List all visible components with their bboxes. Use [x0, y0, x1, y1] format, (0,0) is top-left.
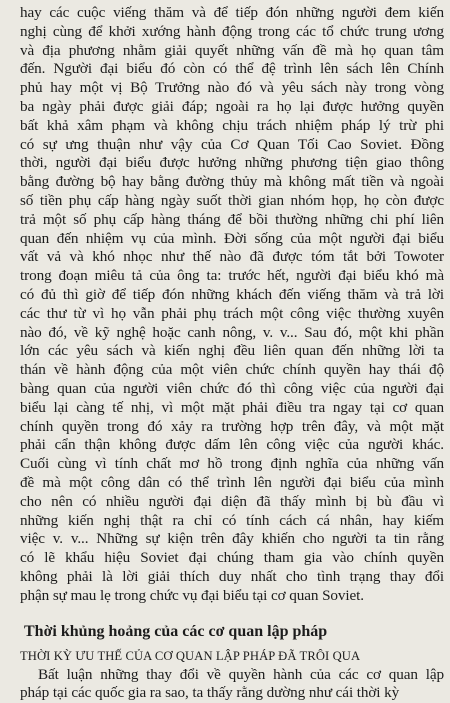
- text-line: vất vả và khó nhọc như thế nào đã được tóm tắt bởi Towoter: [20, 248, 444, 267]
- text-line: trong đoạn miêu tả của ông ta: trước hết, người đại biểu khó mà: [20, 267, 444, 286]
- text-line: pháp tại các quốc gia ra sao, ta thấy rằng dường như cái thời kỳ: [20, 684, 444, 703]
- paragraph-legislative-decline: [20, 666, 444, 703]
- text-line: không phải là lời giải thích duy nhất cho tình trạng thay đổi: [20, 568, 444, 587]
- paragraph-legislator-duties: [20, 4, 444, 606]
- text-line: số tiền phụ cấp hàng ngày suốt thời gian nhóm họp, họ còn được: [20, 192, 444, 211]
- text-line: thán về hành động của một viên chức chính quyền hay thái độ: [20, 361, 444, 380]
- text-line: nghị cùng để khởi xướng hành động trong các tổ chức trung ương: [20, 23, 444, 42]
- text-line: nào đó, về kỹ nghệ hoặc canh nông, v. v... Sau đó, một khi phần: [20, 324, 444, 343]
- text-line: đến. Người đại biểu đó còn có thể đệ trình lên sách lên Chính: [20, 60, 444, 79]
- text-line: cho nên có nhiều người đại diện đã thấy mình bị bù đầu vì: [20, 493, 444, 512]
- text-line: bằng đường bộ hay bằng đường thủy mà không mất tiền và ngoài: [20, 173, 444, 192]
- text-line: Bất luận những thay đổi về quyền hành của các cơ quan lập: [20, 666, 444, 685]
- text-line: Cuối cùng vì tính chất mơ hồ trong định nghĩa của những vấn: [20, 455, 444, 474]
- text-line: phải cẩn thận không được dấm lên công việc của người khác.: [20, 436, 444, 455]
- text-line: ba ngày phải được giải đáp; ngoài ra họ lại được hưởng quyền: [20, 98, 444, 117]
- text-line: và địa phương nhằm giải quyết những vấn đề mà họ quan tâm: [20, 42, 444, 61]
- text-line: có lẽ khẩu hiệu Soviet đại chúng tham gia vào chính quyền: [20, 549, 444, 568]
- text-line: các thư từ vì họ vẫn phải phụ trách một công việc thường xuyên: [20, 305, 444, 324]
- text-line: hay các cuộc viếng thăm và để tiếp đón những người đem kiến: [20, 4, 444, 23]
- text-line: thời, người đại biểu được hưởng những phương tiện giao thông: [20, 154, 444, 173]
- text-line: phủ hay một vị Bộ Trưởng nào đó và yêu sách này trong vòng: [20, 79, 444, 98]
- text-line: phận sự mau lẹ trong chức vụ đại biểu tại cơ quan Soviet.: [20, 587, 444, 606]
- text-line: có sự ưng thuận như vậy của Cơ Quan Tối Cao Soviet. Đồng: [20, 136, 444, 155]
- text-line: đề mà một công dân có thể trình lên người đại biểu của mình: [20, 474, 444, 493]
- text-line: trả một số phụ cấp hàng tháng để bồi thường những chi phí liên: [20, 211, 444, 230]
- text-line: bàng quan của người viên chức đó thì công việc của người đại: [20, 380, 444, 399]
- text-line: quan đến nhiệm vụ của mình. Đời sống của một người đại biểu: [20, 230, 444, 249]
- text-line: có đủ thì giờ để tiếp đón những khách đến viếng thăm và trả lời: [20, 286, 444, 305]
- subsection-title: THỜI KỲ ƯU THẾ CỦA CƠ QUAN LẬP PHÁP ĐÃ TRÔI QUA: [20, 649, 444, 664]
- text-line: chính quyền trong đó xảy ra trường hợp trên đây, và một mặt: [20, 418, 444, 437]
- text-line: việc v. v... Những sự kiện trên đây khiến cho người ta tin rằng: [20, 530, 444, 549]
- section-title: Thời khủng hoảng của các cơ quan lập pháp: [20, 623, 444, 641]
- text-line: biểu lại càng tế nhị, vì một mặt phải điều tra ngay tại cơ quan: [20, 399, 444, 418]
- text-line: bất khả xâm phạm và không chịu trách nhiệm pháp lý trừ phi: [20, 117, 444, 136]
- text-line: những kiến nghị thật ra chỉ có tính cách cá nhân, hay kiếm: [20, 512, 444, 531]
- text-line: lớn các yêu sách và kiến nghị đều liên quan đến những lời ta: [20, 342, 444, 361]
